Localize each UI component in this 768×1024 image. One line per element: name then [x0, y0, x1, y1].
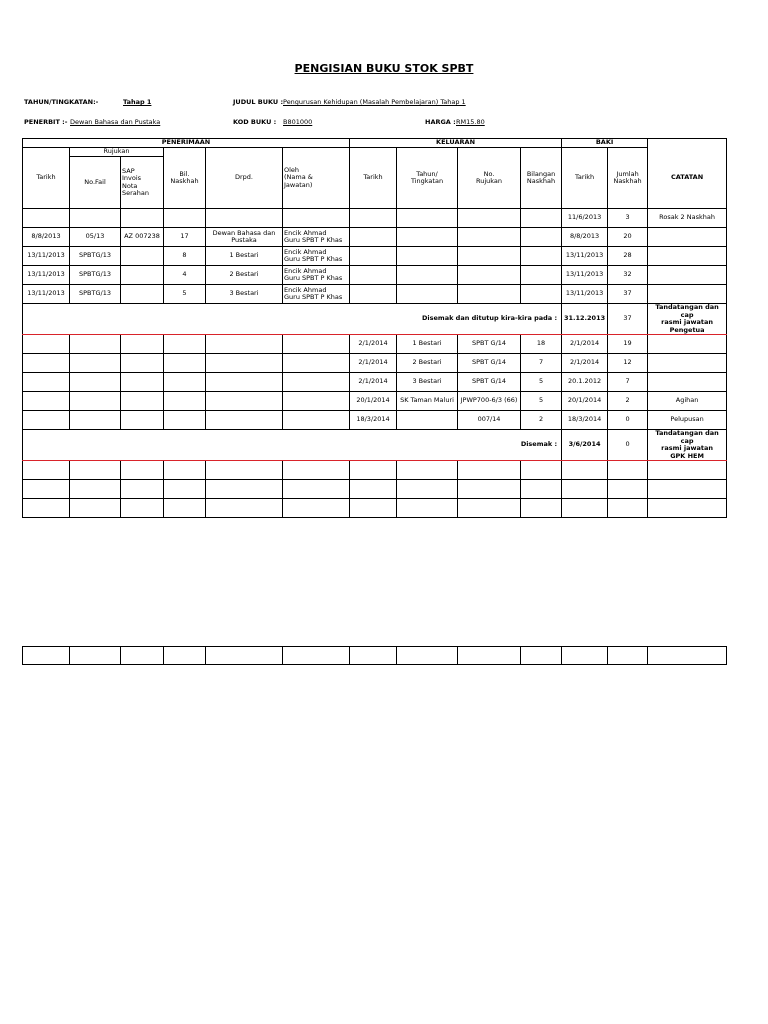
table-cell: 18/3/2014 [562, 411, 608, 430]
table-cell [164, 335, 206, 354]
table-cell [164, 499, 206, 518]
keluaran-tarikh-header: Tarikh [350, 148, 397, 209]
table-cell [350, 499, 397, 518]
table-cell [70, 373, 121, 392]
penerbit-value: Dewan Bahasa dan Pustaka [70, 118, 161, 126]
table-cell [206, 499, 283, 518]
table-cell [350, 247, 397, 266]
table-cell: 7 [521, 354, 562, 373]
table-cell: 20/1/2014 [350, 392, 397, 411]
baki-tarikh-header: Tarikh [562, 148, 608, 209]
table-row [23, 647, 727, 665]
table-cell [458, 247, 521, 266]
catatan-header: CATATAN [648, 148, 727, 209]
table-cell [121, 209, 164, 228]
table-cell: 13/11/2013 [23, 285, 70, 304]
table-cell [206, 373, 283, 392]
table-cell: 13/11/2013 [23, 266, 70, 285]
table-cell: 2/1/2014 [350, 354, 397, 373]
table-cell: 18 [521, 335, 562, 354]
table-cell: 2/1/2014 [350, 373, 397, 392]
table-cell: SPBT G/14 [458, 373, 521, 392]
table-cell [70, 335, 121, 354]
tahun-tingkatan-header: Tahun/ Tingkatan [397, 148, 458, 209]
table-cell [397, 285, 458, 304]
table-cell [521, 247, 562, 266]
table-cell: SK Taman Maluri [397, 392, 458, 411]
table-cell [121, 499, 164, 518]
table-cell [521, 209, 562, 228]
table-cell [23, 373, 70, 392]
table-cell [521, 228, 562, 247]
summary-label-2: Disemak : [23, 430, 562, 461]
table-row [23, 209, 727, 228]
page-title: PENGISIAN BUKU STOK SPBT [294, 62, 474, 75]
table-row [23, 335, 727, 354]
baki-header: BAKI [562, 139, 648, 148]
table-cell: Dewan Bahasa dan Pustaka [206, 228, 283, 247]
table-cell [397, 647, 458, 665]
table-row [23, 247, 727, 266]
table-cell: Pelupusan [648, 411, 727, 430]
table-row [23, 285, 727, 304]
table-cell: Agihan [648, 392, 727, 411]
table-cell [70, 480, 121, 499]
table-cell [562, 480, 608, 499]
tahun-value: Tahap 1 [123, 98, 152, 106]
table-cell: 0 [608, 411, 648, 430]
table-row [23, 480, 727, 499]
table-cell [648, 647, 727, 665]
tarikh-header: Tarikh [23, 148, 70, 209]
table-cell [283, 480, 350, 499]
table-cell [206, 461, 283, 480]
drpd-header: Drpd. [206, 148, 283, 209]
table-cell [164, 392, 206, 411]
table-cell: Encik Ahmad Guru SPBT P Khas [283, 228, 350, 247]
table-row [23, 461, 727, 480]
table-cell [70, 392, 121, 411]
table-cell: Encik Ahmad Guru SPBT P Khas [283, 266, 350, 285]
table-cell: 2 [608, 392, 648, 411]
bil-naskhah-header: Bil. Naskhah [164, 148, 206, 209]
table-cell [121, 266, 164, 285]
table-cell [23, 335, 70, 354]
table-cell [648, 373, 727, 392]
table-cell [164, 647, 206, 665]
table-cell [397, 461, 458, 480]
signature-note-1: Tandatangan dan cap rasmi jawatan Pengetua [648, 304, 727, 335]
table-cell [121, 647, 164, 665]
bilangan-naskhah-header: Bilangan Naskhah [521, 148, 562, 209]
oleh-header: Oleh (Nama & Jawatan) [283, 148, 350, 209]
table-cell: 13/11/2013 [23, 247, 70, 266]
table-cell [121, 354, 164, 373]
table-cell [648, 266, 727, 285]
table-cell [648, 461, 727, 480]
table-cell [164, 411, 206, 430]
table-cell: 20 [608, 228, 648, 247]
table-cell [648, 354, 727, 373]
table-cell: 8 [164, 247, 206, 266]
summary-row-1 [23, 304, 727, 335]
table-cell [23, 411, 70, 430]
table-cell [521, 266, 562, 285]
table-cell [350, 647, 397, 665]
harga-value: RM15.80 [456, 118, 485, 126]
table-cell [121, 373, 164, 392]
keluaran-header: KELUARAN [350, 139, 562, 148]
table-cell [164, 480, 206, 499]
table-cell [70, 647, 121, 665]
table-cell: Rosak 2 Naskhah [648, 209, 727, 228]
table-cell: 2 Bestari [397, 354, 458, 373]
table-cell: 2 Bestari [206, 266, 283, 285]
table-cell [608, 499, 648, 518]
table-cell: 05/13 [70, 228, 121, 247]
table-cell [350, 461, 397, 480]
stock-table [22, 138, 727, 518]
rujukan-header: Rujukan [70, 148, 164, 157]
penerbit-label: PENERBIT :- [24, 118, 68, 126]
table-cell [458, 499, 521, 518]
table-cell: 4 [164, 266, 206, 285]
table-cell [521, 480, 562, 499]
table-cell [121, 392, 164, 411]
table-cell [283, 392, 350, 411]
table-cell: 12 [608, 354, 648, 373]
table-cell [121, 480, 164, 499]
table-row [23, 392, 727, 411]
table-row [23, 266, 727, 285]
table-cell [648, 247, 727, 266]
judul-value: Pengurusan Kehidupan (Masalah Pembelajaran) Tahap 1 [283, 98, 466, 106]
table-cell [164, 209, 206, 228]
table-cell: 1 Bestari [397, 335, 458, 354]
table-cell [283, 499, 350, 518]
table-cell: SPBTG/13 [70, 266, 121, 285]
table-cell [608, 647, 648, 665]
table-cell [23, 392, 70, 411]
table-cell [23, 209, 70, 228]
table-cell [283, 373, 350, 392]
table-cell: 5 [164, 285, 206, 304]
table-cell [206, 480, 283, 499]
table-cell [283, 411, 350, 430]
table-cell: 3 Bestari [206, 285, 283, 304]
summary-jumlah-2: 0 [608, 430, 648, 461]
table-cell [70, 499, 121, 518]
table-cell: 8/8/2013 [23, 228, 70, 247]
table-cell [283, 647, 350, 665]
table-cell [70, 411, 121, 430]
table-cell: SPBT G/14 [458, 335, 521, 354]
table-cell [562, 499, 608, 518]
table-cell [283, 461, 350, 480]
table-cell [397, 228, 458, 247]
no-rujukan-header: No. Rujukan [458, 148, 521, 209]
table-cell: 13/11/2013 [562, 247, 608, 266]
table-cell [206, 647, 283, 665]
table-cell: 2/1/2014 [562, 354, 608, 373]
table-cell [521, 499, 562, 518]
table-cell: 28 [608, 247, 648, 266]
table-cell [648, 335, 727, 354]
table-cell [70, 461, 121, 480]
empty-table-row [22, 646, 727, 665]
table-cell [397, 209, 458, 228]
catatan-top-cell [648, 139, 727, 148]
table-cell [350, 228, 397, 247]
table-cell [350, 266, 397, 285]
sap-invois-header: SAP Invois Nota Serahan [121, 157, 164, 209]
table-cell [350, 480, 397, 499]
table-cell [458, 285, 521, 304]
table-cell [397, 247, 458, 266]
summary-row-2 [23, 430, 727, 461]
table-cell: 3 Bestari [397, 373, 458, 392]
table-cell: JPWP700-6/3 (66) [458, 392, 521, 411]
table-cell: 8/8/2013 [562, 228, 608, 247]
table-cell [121, 411, 164, 430]
tahun-label: TAHUN/TINGKATAN:- [24, 98, 99, 106]
summary-date-1: 31.12.2013 [562, 304, 608, 335]
table-cell [121, 285, 164, 304]
table-cell [164, 373, 206, 392]
table-cell [648, 499, 727, 518]
table-cell [23, 499, 70, 518]
table-row [23, 411, 727, 430]
table-cell: 3 [608, 209, 648, 228]
table-cell [206, 411, 283, 430]
kod-label: KOD BUKU : [233, 118, 277, 126]
no-fail-header: No.Fail [70, 157, 121, 209]
signature-note-2: Tandatangan dan cap rasmi jawatan GPK HEM [648, 430, 727, 461]
table-cell: 2/1/2014 [562, 335, 608, 354]
table-cell: Encik Ahmad Guru SPBT P Khas [283, 285, 350, 304]
table-cell: 2/1/2014 [350, 335, 397, 354]
table-cell [458, 461, 521, 480]
table-cell: 11/6/2013 [562, 209, 608, 228]
jumlah-naskhah-header: Jumlah Naskhah [608, 148, 648, 209]
kod-value: B801000 [283, 118, 313, 126]
table-cell: 13/11/2013 [562, 266, 608, 285]
table-cell [283, 354, 350, 373]
table-cell [350, 285, 397, 304]
table-cell [283, 209, 350, 228]
table-cell [23, 354, 70, 373]
table-cell [164, 354, 206, 373]
table-cell [562, 461, 608, 480]
table-cell [121, 247, 164, 266]
table-cell: 13/11/2013 [562, 285, 608, 304]
table-cell [648, 285, 727, 304]
table-cell [397, 480, 458, 499]
table-cell [608, 480, 648, 499]
table-cell [70, 354, 121, 373]
table-cell: SPBTG/13 [70, 247, 121, 266]
table-cell: 7 [608, 373, 648, 392]
table-cell [648, 228, 727, 247]
penerimaan-header: PENERIMAAN [23, 139, 350, 148]
table-cell: 17 [164, 228, 206, 247]
table-cell [70, 209, 121, 228]
table-cell [350, 209, 397, 228]
table-cell [521, 647, 562, 665]
table-cell [121, 335, 164, 354]
table-cell: 32 [608, 266, 648, 285]
harga-label: HARGA : [425, 118, 456, 126]
table-cell [458, 480, 521, 499]
table-cell: AZ 007238 [121, 228, 164, 247]
table-cell: 19 [608, 335, 648, 354]
table-row [23, 354, 727, 373]
summary-jumlah-1: 37 [608, 304, 648, 335]
table-cell: Encik Ahmad Guru SPBT P Khas [283, 247, 350, 266]
table-cell [521, 461, 562, 480]
judul-label: JUDUL BUKU : [233, 98, 284, 106]
table-cell: 5 [521, 373, 562, 392]
table-cell: 20/1/2014 [562, 392, 608, 411]
table-cell [458, 647, 521, 665]
table-cell [608, 461, 648, 480]
summary-date-2: 3/6/2014 [562, 430, 608, 461]
table-cell [206, 354, 283, 373]
table-row [23, 228, 727, 247]
table-cell [164, 461, 206, 480]
table-row [23, 499, 727, 518]
table-cell [121, 461, 164, 480]
table-cell [23, 461, 70, 480]
table-cell [23, 480, 70, 499]
table-row [23, 373, 727, 392]
table-cell [283, 335, 350, 354]
table-cell: SPBTG/13 [70, 285, 121, 304]
table-cell: 5 [521, 392, 562, 411]
table-cell [562, 647, 608, 665]
table-cell [397, 266, 458, 285]
table-cell: 1 Bestari [206, 247, 283, 266]
table-cell [458, 266, 521, 285]
table-cell [206, 392, 283, 411]
table-cell: SPBT G/14 [458, 354, 521, 373]
table-cell [397, 499, 458, 518]
table-cell [648, 480, 727, 499]
summary-label-1: Disemak dan ditutup kira-kira pada : [23, 304, 562, 335]
table-cell [206, 209, 283, 228]
table-cell: 20.1.2012 [562, 373, 608, 392]
table-cell: 2 [521, 411, 562, 430]
table-cell [397, 411, 458, 430]
table-cell: 007/14 [458, 411, 521, 430]
table-cell [458, 209, 521, 228]
table-cell: 18/3/2014 [350, 411, 397, 430]
table-cell [521, 285, 562, 304]
table-cell: 37 [608, 285, 648, 304]
table-cell [23, 647, 70, 665]
table-cell [458, 228, 521, 247]
table-cell [206, 335, 283, 354]
